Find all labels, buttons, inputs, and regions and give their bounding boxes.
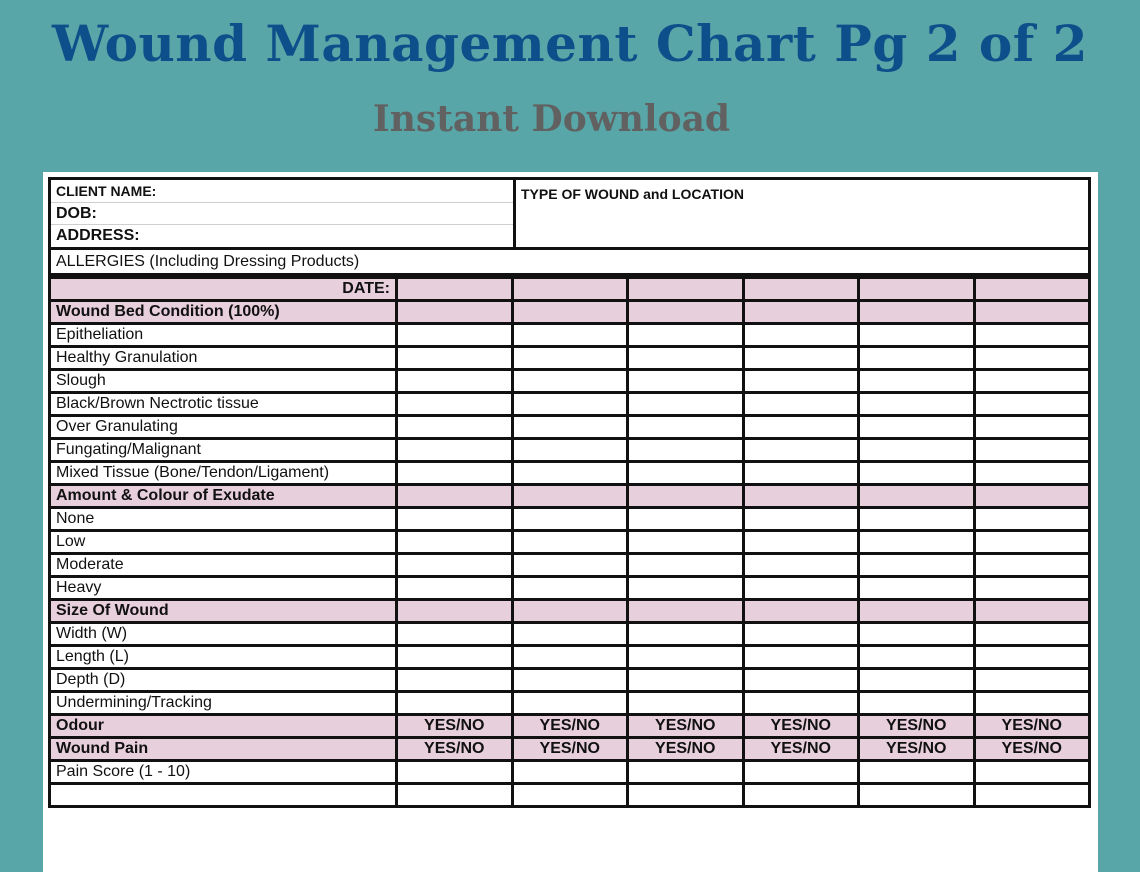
row-label: Low xyxy=(50,531,397,554)
yes-no-cell[interactable]: YES/NO xyxy=(397,715,513,738)
entry-cell[interactable] xyxy=(974,462,1090,485)
entry-cell[interactable] xyxy=(974,347,1090,370)
entry-cell[interactable] xyxy=(397,393,513,416)
entry-cell[interactable] xyxy=(974,554,1090,577)
yes-no-cell[interactable]: YES/NO xyxy=(743,738,859,761)
yes-no-cell[interactable]: YES/NO xyxy=(859,715,975,738)
entry-cell[interactable] xyxy=(512,393,628,416)
row-label: Length (L) xyxy=(50,646,397,669)
entry-cell[interactable] xyxy=(743,554,859,577)
entry-cell[interactable] xyxy=(974,301,1090,324)
entry-cell[interactable] xyxy=(397,416,513,439)
date-cell[interactable] xyxy=(397,278,513,301)
entry-cell[interactable] xyxy=(859,554,975,577)
entry-cell[interactable] xyxy=(743,646,859,669)
allergies-field[interactable]: ALLERGIES (Including Dressing Products) xyxy=(48,250,1091,276)
entry-cell[interactable] xyxy=(859,301,975,324)
wound-chart-form xyxy=(48,177,1091,808)
table-row xyxy=(50,531,1090,554)
row-label: Over Granulating xyxy=(50,416,397,439)
entry-cell[interactable] xyxy=(974,370,1090,393)
entry-cell[interactable] xyxy=(512,324,628,347)
entry-cell[interactable] xyxy=(974,600,1090,623)
yes-no-cell[interactable]: YES/NO xyxy=(628,738,744,761)
row-label: Heavy xyxy=(50,577,397,600)
entry-cell[interactable] xyxy=(397,554,513,577)
entry-cell[interactable] xyxy=(859,692,975,715)
entry-cell[interactable] xyxy=(512,623,628,646)
entry-cell[interactable] xyxy=(397,692,513,715)
row-label: Black/Brown Nectrotic tissue xyxy=(50,393,397,416)
yes-no-cell[interactable]: YES/NO xyxy=(628,715,744,738)
entry-cell[interactable] xyxy=(859,669,975,692)
entry-cell[interactable] xyxy=(397,646,513,669)
row-label: Pain Score (1 - 10) xyxy=(50,761,397,784)
entry-cell[interactable] xyxy=(974,508,1090,531)
entry-cell[interactable] xyxy=(628,485,744,508)
entry-cell[interactable] xyxy=(628,508,744,531)
entry-cell[interactable] xyxy=(397,370,513,393)
entry-cell[interactable] xyxy=(397,669,513,692)
entry-cell[interactable] xyxy=(859,577,975,600)
entry-cell[interactable] xyxy=(743,531,859,554)
entry-cell[interactable] xyxy=(859,439,975,462)
entry-cell[interactable] xyxy=(512,761,628,784)
row-label: Epitheliation xyxy=(50,324,397,347)
entry-cell[interactable] xyxy=(628,370,744,393)
entry-cell[interactable] xyxy=(743,623,859,646)
table-row xyxy=(50,554,1090,577)
date-cell[interactable] xyxy=(859,278,975,301)
row-label: Undermining/Tracking xyxy=(50,692,397,715)
entry-cell[interactable] xyxy=(743,485,859,508)
row-label: Healthy Granulation xyxy=(50,347,397,370)
entry-cell[interactable] xyxy=(628,646,744,669)
entry-cell[interactable] xyxy=(512,692,628,715)
entry-cell[interactable] xyxy=(628,761,744,784)
row-label xyxy=(50,784,397,807)
entry-cell[interactable] xyxy=(974,646,1090,669)
client-details xyxy=(51,180,516,247)
entry-cell[interactable] xyxy=(974,577,1090,600)
entry-cell[interactable] xyxy=(743,416,859,439)
section-label: Amount & Colour of Exudate xyxy=(50,485,397,508)
entry-cell[interactable] xyxy=(859,531,975,554)
table-row xyxy=(50,439,1090,462)
table-row xyxy=(50,393,1090,416)
entry-cell[interactable] xyxy=(512,301,628,324)
yes-no-cell[interactable]: YES/NO xyxy=(974,715,1090,738)
entry-cell[interactable] xyxy=(974,531,1090,554)
entry-cell[interactable] xyxy=(859,485,975,508)
table-row xyxy=(50,324,1090,347)
entry-cell[interactable] xyxy=(512,784,628,807)
entry-cell[interactable] xyxy=(512,439,628,462)
entry-cell[interactable] xyxy=(512,416,628,439)
entry-cell[interactable] xyxy=(628,600,744,623)
entry-cell[interactable] xyxy=(859,623,975,646)
row-label: Depth (D) xyxy=(50,669,397,692)
table-row xyxy=(50,784,1090,807)
assessment-table xyxy=(48,276,1091,808)
row-label: Moderate xyxy=(50,554,397,577)
entry-cell[interactable] xyxy=(397,784,513,807)
entry-cell[interactable] xyxy=(512,646,628,669)
table-row xyxy=(50,370,1090,393)
entry-cell[interactable] xyxy=(512,554,628,577)
entry-cell[interactable] xyxy=(397,485,513,508)
table-row xyxy=(50,416,1090,439)
section-label: Odour xyxy=(50,715,397,738)
section-row xyxy=(50,485,1090,508)
entry-cell[interactable] xyxy=(743,669,859,692)
entry-cell[interactable] xyxy=(628,692,744,715)
entry-cell[interactable] xyxy=(397,600,513,623)
entry-cell[interactable] xyxy=(512,669,628,692)
row-label: None xyxy=(50,508,397,531)
entry-cell[interactable] xyxy=(512,508,628,531)
entry-cell[interactable] xyxy=(397,531,513,554)
entry-cell[interactable] xyxy=(974,393,1090,416)
row-label: Slough xyxy=(50,370,397,393)
entry-cell[interactable] xyxy=(743,600,859,623)
yes-no-cell[interactable]: YES/NO xyxy=(743,715,859,738)
entry-cell[interactable] xyxy=(628,784,744,807)
entry-cell[interactable] xyxy=(628,577,744,600)
dob-field[interactable]: DOB: xyxy=(51,203,513,226)
entry-cell[interactable] xyxy=(743,324,859,347)
entry-cell[interactable] xyxy=(397,462,513,485)
yes-no-cell[interactable]: YES/NO xyxy=(512,738,628,761)
section-row xyxy=(50,715,1090,738)
yes-no-cell[interactable]: YES/NO xyxy=(397,738,513,761)
table-row xyxy=(50,623,1090,646)
entry-cell[interactable] xyxy=(628,324,744,347)
entry-cell[interactable] xyxy=(974,416,1090,439)
entry-cell[interactable] xyxy=(628,301,744,324)
entry-cell[interactable] xyxy=(397,347,513,370)
entry-cell[interactable] xyxy=(512,531,628,554)
yes-no-cell[interactable]: YES/NO xyxy=(512,715,628,738)
entry-cell[interactable] xyxy=(974,439,1090,462)
entry-cell[interactable] xyxy=(397,301,513,324)
entry-cell[interactable] xyxy=(859,646,975,669)
entry-cell[interactable] xyxy=(628,554,744,577)
entry-cell[interactable] xyxy=(974,623,1090,646)
entry-cell[interactable] xyxy=(859,324,975,347)
section-row xyxy=(50,738,1090,761)
date-cell[interactable] xyxy=(512,278,628,301)
entry-cell[interactable] xyxy=(859,462,975,485)
entry-cell[interactable] xyxy=(628,393,744,416)
entry-cell[interactable] xyxy=(743,577,859,600)
entry-cell[interactable] xyxy=(397,508,513,531)
table-row xyxy=(50,646,1090,669)
entry-cell[interactable] xyxy=(743,692,859,715)
entry-cell[interactable] xyxy=(512,577,628,600)
entry-cell[interactable] xyxy=(512,462,628,485)
entry-cell[interactable] xyxy=(628,462,744,485)
entry-cell[interactable] xyxy=(628,531,744,554)
date-cell[interactable] xyxy=(628,278,744,301)
table-row xyxy=(50,462,1090,485)
entry-cell[interactable] xyxy=(974,485,1090,508)
entry-cell[interactable] xyxy=(974,784,1090,807)
row-label: Width (W) xyxy=(50,623,397,646)
entry-cell[interactable] xyxy=(743,301,859,324)
entry-cell[interactable] xyxy=(743,508,859,531)
table-row xyxy=(50,508,1090,531)
table-row xyxy=(50,577,1090,600)
date-cell[interactable] xyxy=(743,278,859,301)
entry-cell[interactable] xyxy=(859,761,975,784)
entry-cell[interactable] xyxy=(628,416,744,439)
entry-cell[interactable] xyxy=(512,347,628,370)
entry-cell[interactable] xyxy=(397,577,513,600)
entry-cell[interactable] xyxy=(397,439,513,462)
wound-type-field[interactable]: TYPE OF WOUND and LOCATION xyxy=(521,186,744,202)
client-info-box xyxy=(48,177,1091,250)
section-row xyxy=(50,301,1090,324)
entry-cell[interactable] xyxy=(743,393,859,416)
table-row xyxy=(50,669,1090,692)
entry-cell[interactable] xyxy=(859,370,975,393)
client-name-field[interactable]: CLIENT NAME: xyxy=(51,180,513,203)
entry-cell[interactable] xyxy=(397,761,513,784)
section-label: Wound Bed Condition (100%) xyxy=(50,301,397,324)
row-label: Mixed Tissue (Bone/Tendon/Ligament) xyxy=(50,462,397,485)
entry-cell[interactable] xyxy=(628,439,744,462)
entry-cell[interactable] xyxy=(743,370,859,393)
date-row xyxy=(50,278,1090,301)
date-label: DATE: xyxy=(50,278,397,301)
section-row xyxy=(50,600,1090,623)
entry-cell[interactable] xyxy=(743,347,859,370)
entry-cell[interactable] xyxy=(859,347,975,370)
entry-cell[interactable] xyxy=(628,669,744,692)
table-row xyxy=(50,761,1090,784)
entry-cell[interactable] xyxy=(743,784,859,807)
entry-cell[interactable] xyxy=(628,347,744,370)
entry-cell[interactable] xyxy=(974,761,1090,784)
chart-sheet xyxy=(43,172,1098,872)
entry-cell[interactable] xyxy=(397,623,513,646)
table-row xyxy=(50,692,1090,715)
section-label: Wound Pain xyxy=(50,738,397,761)
entry-cell[interactable] xyxy=(743,439,859,462)
entry-cell[interactable] xyxy=(974,692,1090,715)
table-row xyxy=(50,347,1090,370)
entry-cell[interactable] xyxy=(859,393,975,416)
page-subtitle: Instant Download xyxy=(372,98,731,140)
yes-no-cell[interactable]: YES/NO xyxy=(859,738,975,761)
page-title: Wound Management Chart Pg 2 of 2 xyxy=(52,14,1088,73)
entry-cell[interactable] xyxy=(974,669,1090,692)
row-label: Fungating/Malignant xyxy=(50,439,397,462)
entry-cell[interactable] xyxy=(974,324,1090,347)
section-label: Size Of Wound xyxy=(50,600,397,623)
entry-cell[interactable] xyxy=(628,623,744,646)
entry-cell[interactable] xyxy=(512,370,628,393)
entry-cell[interactable] xyxy=(512,600,628,623)
entry-cell[interactable] xyxy=(397,324,513,347)
address-field[interactable]: ADDRESS: xyxy=(56,227,140,245)
entry-cell[interactable] xyxy=(743,761,859,784)
entry-cell[interactable] xyxy=(859,508,975,531)
entry-cell[interactable] xyxy=(859,784,975,807)
entry-cell[interactable] xyxy=(512,485,628,508)
date-cell[interactable] xyxy=(974,278,1090,301)
entry-cell[interactable] xyxy=(859,416,975,439)
entry-cell[interactable] xyxy=(859,600,975,623)
entry-cell[interactable] xyxy=(743,462,859,485)
yes-no-cell[interactable]: YES/NO xyxy=(974,738,1090,761)
